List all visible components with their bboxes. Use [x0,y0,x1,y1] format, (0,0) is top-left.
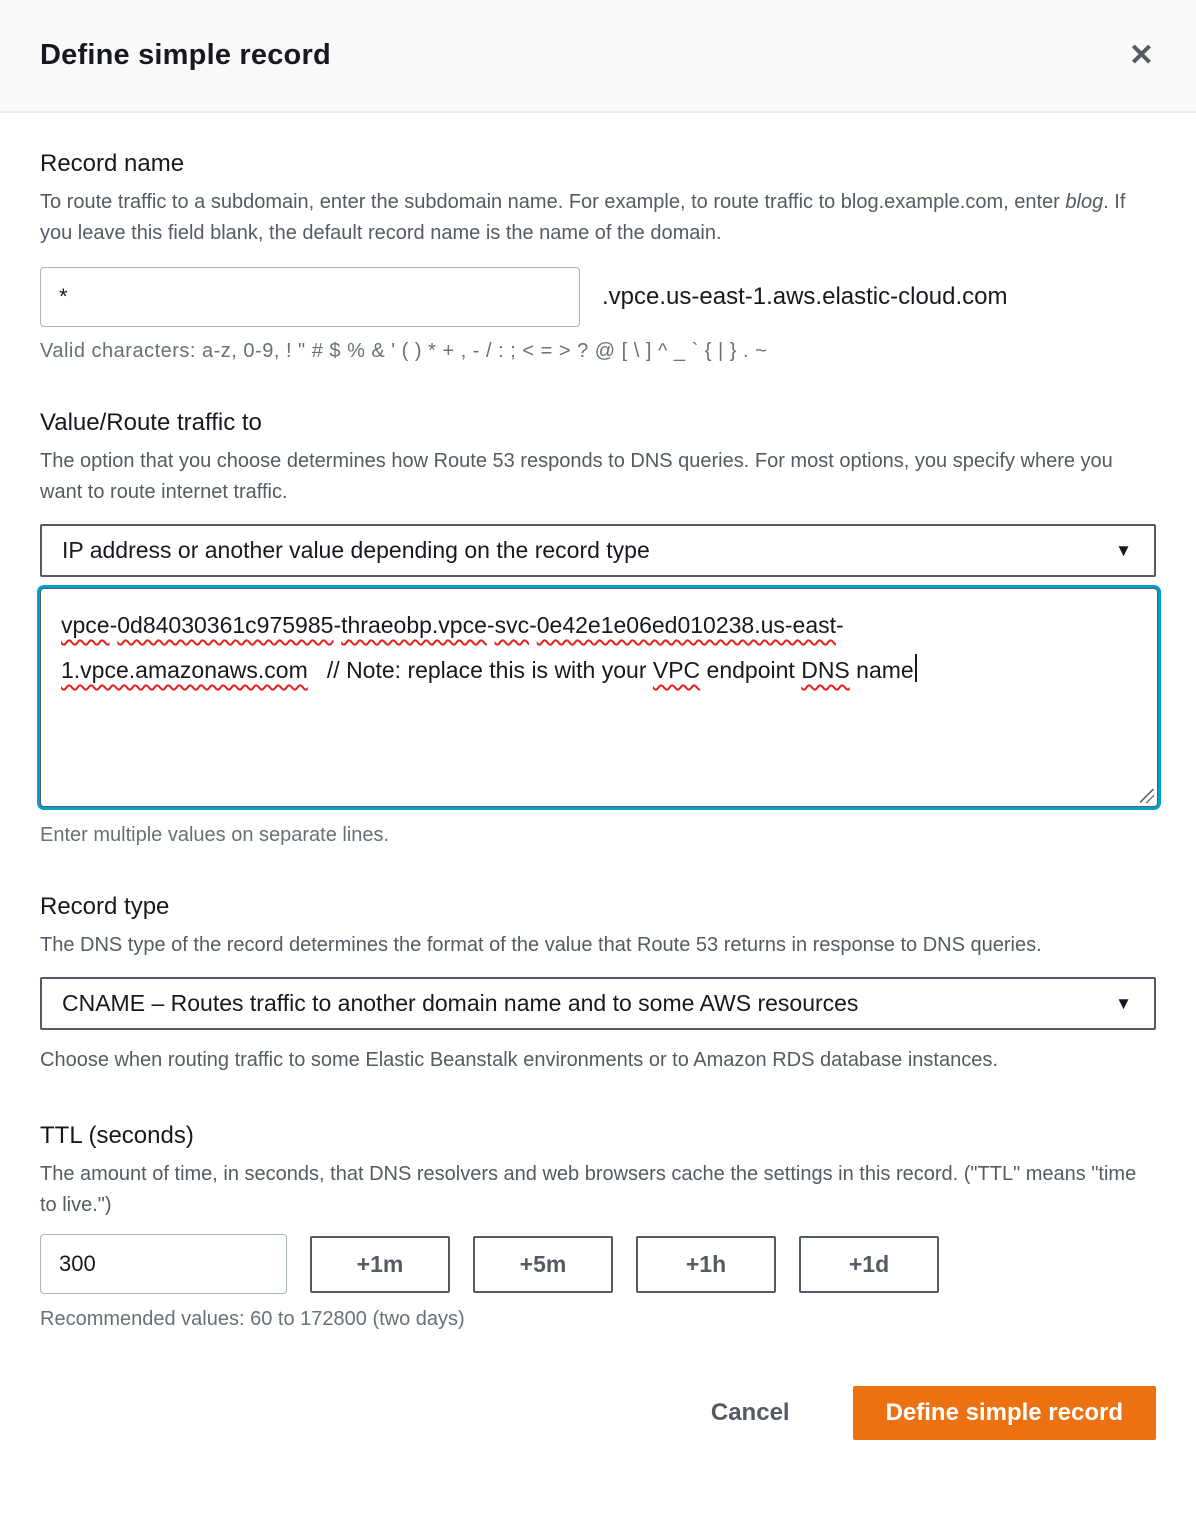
ttl-plus-1h-button[interactable]: +1h [636,1236,776,1293]
record-type-selected-option: CNAME – Routes traffic to another domain name and to some AWS resources [62,990,859,1016]
ttl-plus-5m-button[interactable]: +5m [473,1236,613,1293]
ttl-description: The amount of time, in seconds, that DNS resolvers and web browsers cache the settings in this record. ("TTL" means "time to live.") [40,1163,1137,1216]
cancel-button[interactable]: Cancel [710,1399,790,1426]
record-type-label: Record type [40,893,170,920]
ttl-section [40,1122,1156,1331]
ttl-plus-1d-button[interactable]: +1d [799,1236,939,1293]
record-name-label: Record name [40,150,185,177]
define-simple-record-button[interactable]: Define simple record [853,1386,1156,1440]
record-type-hint: Choose when routing traffic to some Elastic Beanstalk environments or to Amazon RDS database instances. [40,1049,998,1071]
resize-handle-icon[interactable] [1140,789,1154,803]
record-name-description [40,187,1156,249]
ttl-plus-1m-button[interactable]: +1m [310,1236,450,1293]
dialog-header [0,0,1196,113]
value-route-label: Value/Route traffic to [40,409,262,436]
chevron-down-icon: ▼ [1115,540,1132,560]
dialog-footer [0,1386,1196,1440]
value-route-select[interactable] [40,524,1156,577]
close-icon[interactable]: ✕ [1128,38,1154,72]
ttl-row [40,1234,1156,1294]
value-route-selected-option: IP address or another value depending on the record type [62,537,650,563]
dialog-title: Define simple record [40,39,331,71]
record-type-select[interactable] [40,977,1156,1030]
dialog-body [0,150,1196,1331]
domain-suffix: .vpce.us-east-1.aws.elastic-cloud.com [602,283,1008,310]
multiple-values-hint: Enter multiple values on separate lines. [40,824,390,846]
ttl-recommended-hint: Recommended values: 60 to 172800 (two days) [40,1308,465,1330]
ttl-label: TTL (seconds) [40,1122,194,1149]
record-type-section [40,893,1156,1076]
value-route-section [40,409,1156,847]
value-textarea[interactable]: vpce-0d84030361c975985-thraeobp.vpce-svc-0e42e1e06ed010238.us-east- 1.vpce.amazonaws.com // Note: replace this is with your VPC endpoint DNS name [40,588,1158,807]
record-type-description: The DNS type of the record determines the format of the value that Route 53 returns in response to DNS queries. [40,934,1042,956]
value-route-description: The option that you choose determines how Route 53 responds to DNS queries. For most options, you specify where you want to route internet traffic. [40,450,1113,503]
record-name-section [40,150,1156,363]
record-name-desc-part2: . If you leave this field blank, the default record name is the name of the domain. [40,191,1126,244]
ttl-input[interactable] [40,1234,287,1294]
record-name-row [40,267,1156,327]
record-name-desc-part1: To route traffic to a subdomain, enter the subdomain name. For example, to route traffic to blog.example.com, enter [40,191,1066,213]
record-name-input[interactable] [40,267,580,327]
valid-characters-hint: Valid characters: a-z, 0-9, ! " # $ % & ' ( ) * + , - / : ; < = > ? @ [ \ ] ^ _ ` { | } . ~ [40,340,768,362]
chevron-down-icon: ▼ [1115,993,1132,1013]
record-name-desc-italic: blog [1065,191,1104,213]
